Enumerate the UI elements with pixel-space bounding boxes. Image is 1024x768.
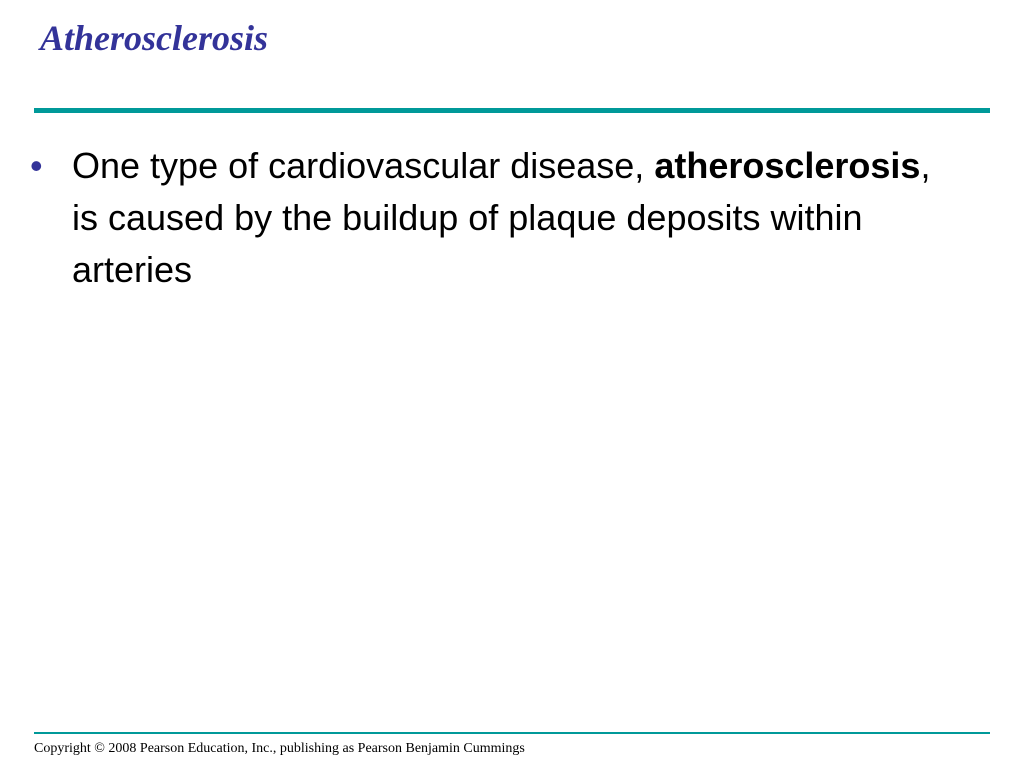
footer-divider bbox=[34, 732, 990, 734]
slide-title: Atherosclerosis bbox=[40, 18, 269, 58]
bullet-term: atherosclerosis bbox=[654, 145, 921, 186]
bullet-list bbox=[30, 140, 950, 296]
bullet-text-intro: One type of cardiovascular disease, bbox=[72, 145, 655, 186]
bullet-text-rest: , is caused by the buildup of plaque deposits within arteries bbox=[72, 145, 931, 290]
title-divider bbox=[34, 108, 990, 113]
bullet-marker: • bbox=[30, 145, 43, 186]
bullet-item bbox=[30, 140, 950, 296]
copyright-footer: Copyright © 2008 Pearson Education, Inc., publishing as Pearson Benjamin Cummings bbox=[34, 741, 525, 756]
